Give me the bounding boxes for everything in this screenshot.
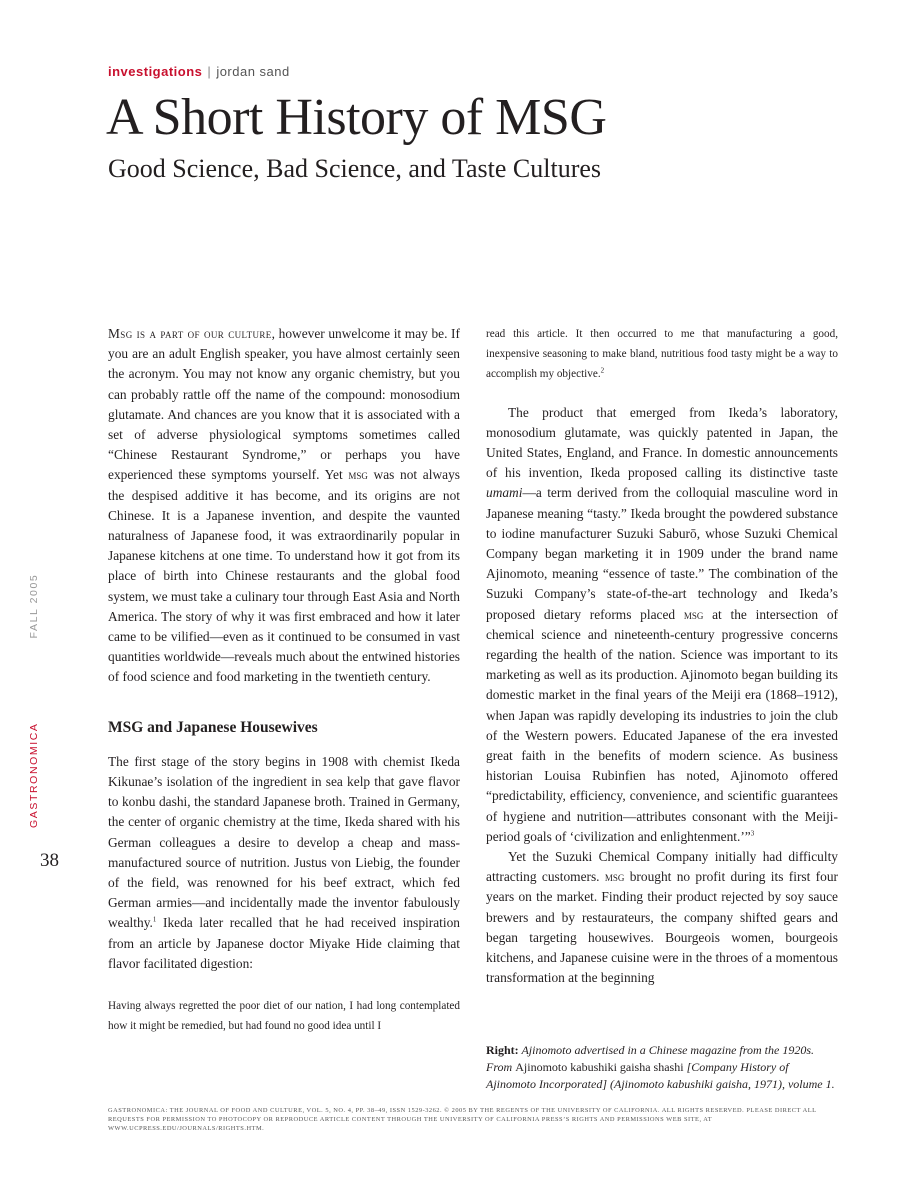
issue-date: FALL 2005 [28, 573, 40, 639]
paragraph-ikeda: The first stage of the story begins in 1908 with chemist Ikeda Kikunae’s isolation of the ingredient in sea kelp that gave flavor to konbu dashi, the standard Japanese broth. Trained in Germany, the center of organic chemistry at the time, Ikeda shared with his German colleagues a desire to develop a cheap and mass-manufactured source of nutrition. Justus von Liebig, the founder of the field, was renowned for his beef extract, which fed German armies—and incidentally made the inventor fabulously wealthy.$^1$ Ikeda later recalled that he had received inspiration from an article by Japanese doctor Miyake Hide claiming that flavor facilitated digestion: [108, 753, 460, 971]
lead-in: Msg is a part of our culture [108, 326, 272, 341]
caption-label: Right: [486, 1043, 519, 1057]
footer-copyright: GASTRONOMICA: THE JOURNAL OF FOOD AND CULTURE, VOL. 5, NO. 4, PP. 38–49, ISSN 1529-3262. © 2005 BY THE REGENTS OF THE UNIVERSITY OF CALIFORNIA. ALL RIGHTS RESERVED. PLEASE DIRECT ALL REQUESTS FOR PERMISSION TO PHOTOCOPY OR REPRODUCE ARTICLE CONTENT THROUGH THE UNIVERSITY OF CALIFORNIA PRESS’S RIGHTS AND PERMISSIONS WEB SITE, AT WWW.UCPRESS.EDU/JOURNALS/RIGHTS.HTM. [108, 1107, 817, 1132]
paragraph-intro: Msg is a part of our culture, however unwelcome it may be. If you are an adult English speaker, you have almost certainly seen the acronym. You may not know any organic chemistry, but you can probably rattle off the name of the compound: monosodium glutamate. And chances are you know that it is associated with a set of adverse physiological symptoms sometimes called “Chinese Restaurant Syndrome,” or perhaps you have experienced these symptoms yourself. Yet msg was not always the despised additive it has become, and its origins are not Chinese. It is a Japanese invention, and despite the vaunted naturalness of Japanese food, it was extraordinarily popular in Japanese kitchens at one time. To understand how it got from its place of birth into Chinese restaurants and the global food system, we must take a culinary tour through East Asia and North America. The story of why it was first embraced and how it later came to be vilified—even as it continued to be consumed in vast quantities worldwide—reveals much about the entwined histories of food science and food marketing in the twentieth century. [108, 326, 460, 685]
footnote-ref-1: 1 [152, 916, 157, 925]
paragraph-product: The product that emerged from Ikeda’s laboratory, monosodium glutamate, was quickly patented in Japan, the United States, England, and France. In domestic announcements of his invention, Ikeda proposed calling its distinctive taste umami—a term derived from the colloquial masculine word in Japanese meaning “tasty.” Ikeda brought the powdered substance to iodine manufacturer Suzuki Saburō, whose Suzuki Chemical Company began marketing it in 1909 under the brand name Ajinomoto, meaning “essence of taste.” The combination of the Suzuki Company’s state-of-the-art technology and Ikeda’s proposed dietary reforms placed msg at the intersection of chemical science and nineteenth-century progressive concerns regarding the health of the nation. Science was important to its marketing as well as its production. Ajinomoto began building its domestic market in the final years of the Meiji era (1868–1912), when Japan was rapidly developing its industries to join the club of the Western powers. Educated Japanese of the era invested great faith in the benefits of modern science. As business historian Louisa Rubinfien has noted, Ajinomoto offered “predictability, efficiency, convenience, and scientific guarantees of hygiene and nutrition—attributes consonant with the Meiji-period goals of ‘civilization and enlightenment.’”$^3$ [486, 404, 838, 844]
caption-source: Ajinomoto kabushiki gaisha shashi [515, 1060, 684, 1074]
article-title: A Short History of MSG [106, 89, 607, 146]
footnote-ref-3: 3 [750, 829, 755, 838]
journal-sidebar [28, 528, 40, 828]
left-column [108, 324, 460, 1037]
block-quote-continued: read this article. It then occurred to me that manufacturing a good, inexpensive seasoning to make bland, nutritious food tasty might be a way to accomplish my objective.$^2$ [486, 328, 838, 381]
paragraph-suzuki: Yet the Suzuki Chemical Company initially had difficulty attracting customers. msg brought no profit during its first four years on the market. Finding their product rejected by soy sauce brewers and by restaurateurs, the company shifted gears and began targeting housewives. Bourgeois women, bourgeois kitchens, and Japanese cuisine were in the throes of a momentous transformation at the beginning [486, 849, 838, 986]
journal-name: GASTRONOMICA [28, 722, 40, 828]
section-subhead: MSG and Japanese Housewives [108, 718, 318, 736]
section-header [108, 64, 290, 79]
footnote-ref-2: 2 [600, 366, 605, 375]
article-subtitle: Good Science, Bad Science, and Taste Cultures [108, 154, 602, 183]
author-name: jordan sand [216, 64, 290, 79]
block-quote: Having always regretted the poor diet of our nation, I had long contemplated how it might be remedied, but had found no good idea until I [108, 1000, 460, 1033]
umami-term: umami [486, 485, 523, 501]
figure-caption: Right: Ajinomoto advertised in a Chinese magazine from the 1920s. From Ajinomoto kabushiki gaisha shashi [Company History of Ajinomoto Incorporated] (Ajinomoto kabushiki gaisha, 1971), volume 1. [486, 1043, 835, 1091]
right-column [486, 324, 838, 989]
page-number: 38 [40, 850, 59, 871]
section-label: investigations [108, 64, 203, 79]
header-separator: | [207, 64, 212, 79]
